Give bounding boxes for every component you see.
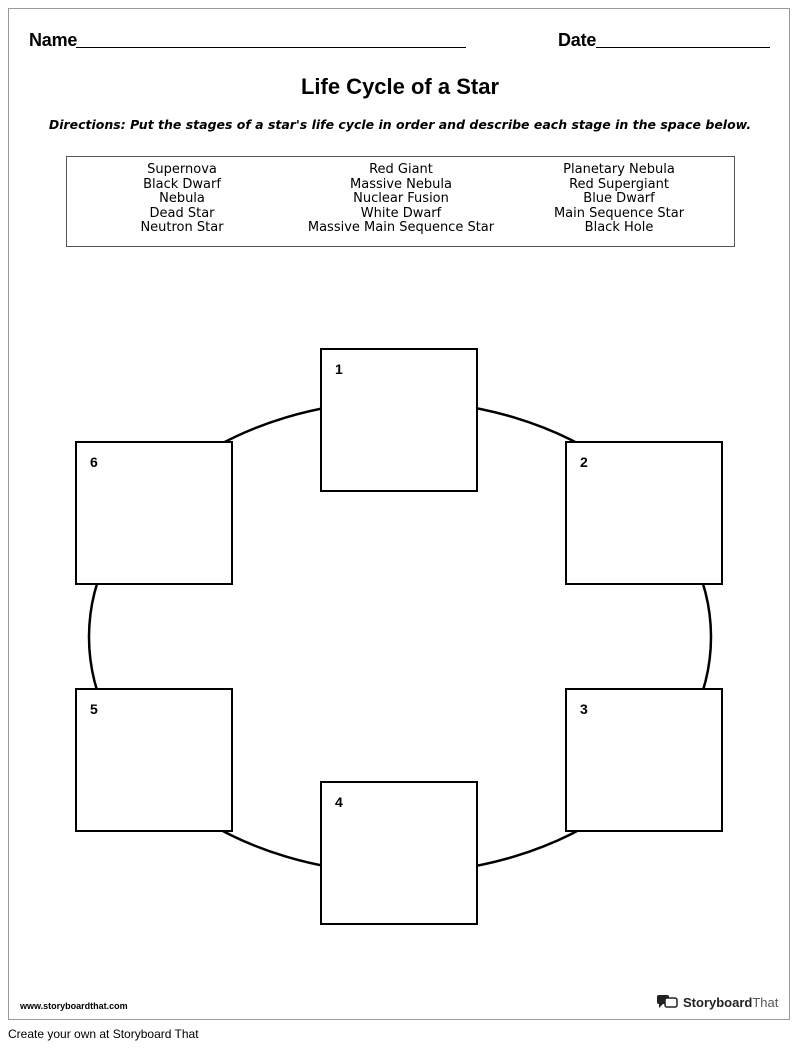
- stage-box-1[interactable]: [320, 348, 478, 492]
- word-bank-item: Dead Star: [149, 205, 215, 221]
- stage-box-4[interactable]: [320, 781, 478, 925]
- word-bank-item: Main Sequence Star: [553, 205, 685, 221]
- date-label: Date: [558, 30, 597, 50]
- stage-box-2[interactable]: [565, 441, 723, 585]
- word-bank-item: Massive Nebula: [350, 176, 452, 192]
- stage-box-5[interactable]: [75, 688, 233, 832]
- word-bank-item: Red Giant: [369, 162, 433, 177]
- word-bank-item: Blue Dwarf: [583, 191, 655, 207]
- word-bank-item: Planetary Nebula: [563, 162, 675, 177]
- stage-number: 4: [335, 794, 343, 810]
- name-label: Name: [29, 30, 78, 50]
- directions-text: Directions: Put the stages of a star's life cycle in order and describe each stage in the space below.: [48, 117, 752, 132]
- brand-name: Storyboard: [683, 994, 753, 1010]
- create-your-own-link[interactable]: Create your own at Storyboard That: [8, 1027, 199, 1041]
- speech-bubbles-icon: [657, 994, 679, 1010]
- stage-number: 5: [90, 701, 98, 717]
- word-bank-item: Black Dwarf: [143, 176, 221, 192]
- word-bank-item: Nebula: [159, 191, 205, 207]
- word-bank-item: Neutron Star: [140, 220, 224, 236]
- stage-number: 2: [580, 454, 588, 470]
- page-title: Life Cycle of a Star: [300, 74, 500, 99]
- brand-suffix: That: [752, 994, 779, 1010]
- stage-number: 6: [90, 454, 98, 470]
- word-bank-item: Black Hole: [584, 220, 654, 236]
- word-bank-item: Red Supergiant: [569, 176, 669, 192]
- stage-box-3[interactable]: [565, 688, 723, 832]
- storyboardthat-logo[interactable]: [657, 993, 778, 1011]
- stage-box-6[interactable]: [75, 441, 233, 585]
- word-bank-item: Massive Main Sequence Star: [307, 220, 495, 236]
- word-bank-item: Nuclear Fusion: [353, 191, 449, 207]
- stage-number: 1: [335, 361, 343, 377]
- footer-url[interactable]: www.storyboardthat.com: [20, 1001, 128, 1011]
- word-bank-item: Supernova: [147, 162, 217, 177]
- stage-number: 3: [580, 701, 588, 717]
- word-bank-item: White Dwarf: [360, 205, 442, 221]
